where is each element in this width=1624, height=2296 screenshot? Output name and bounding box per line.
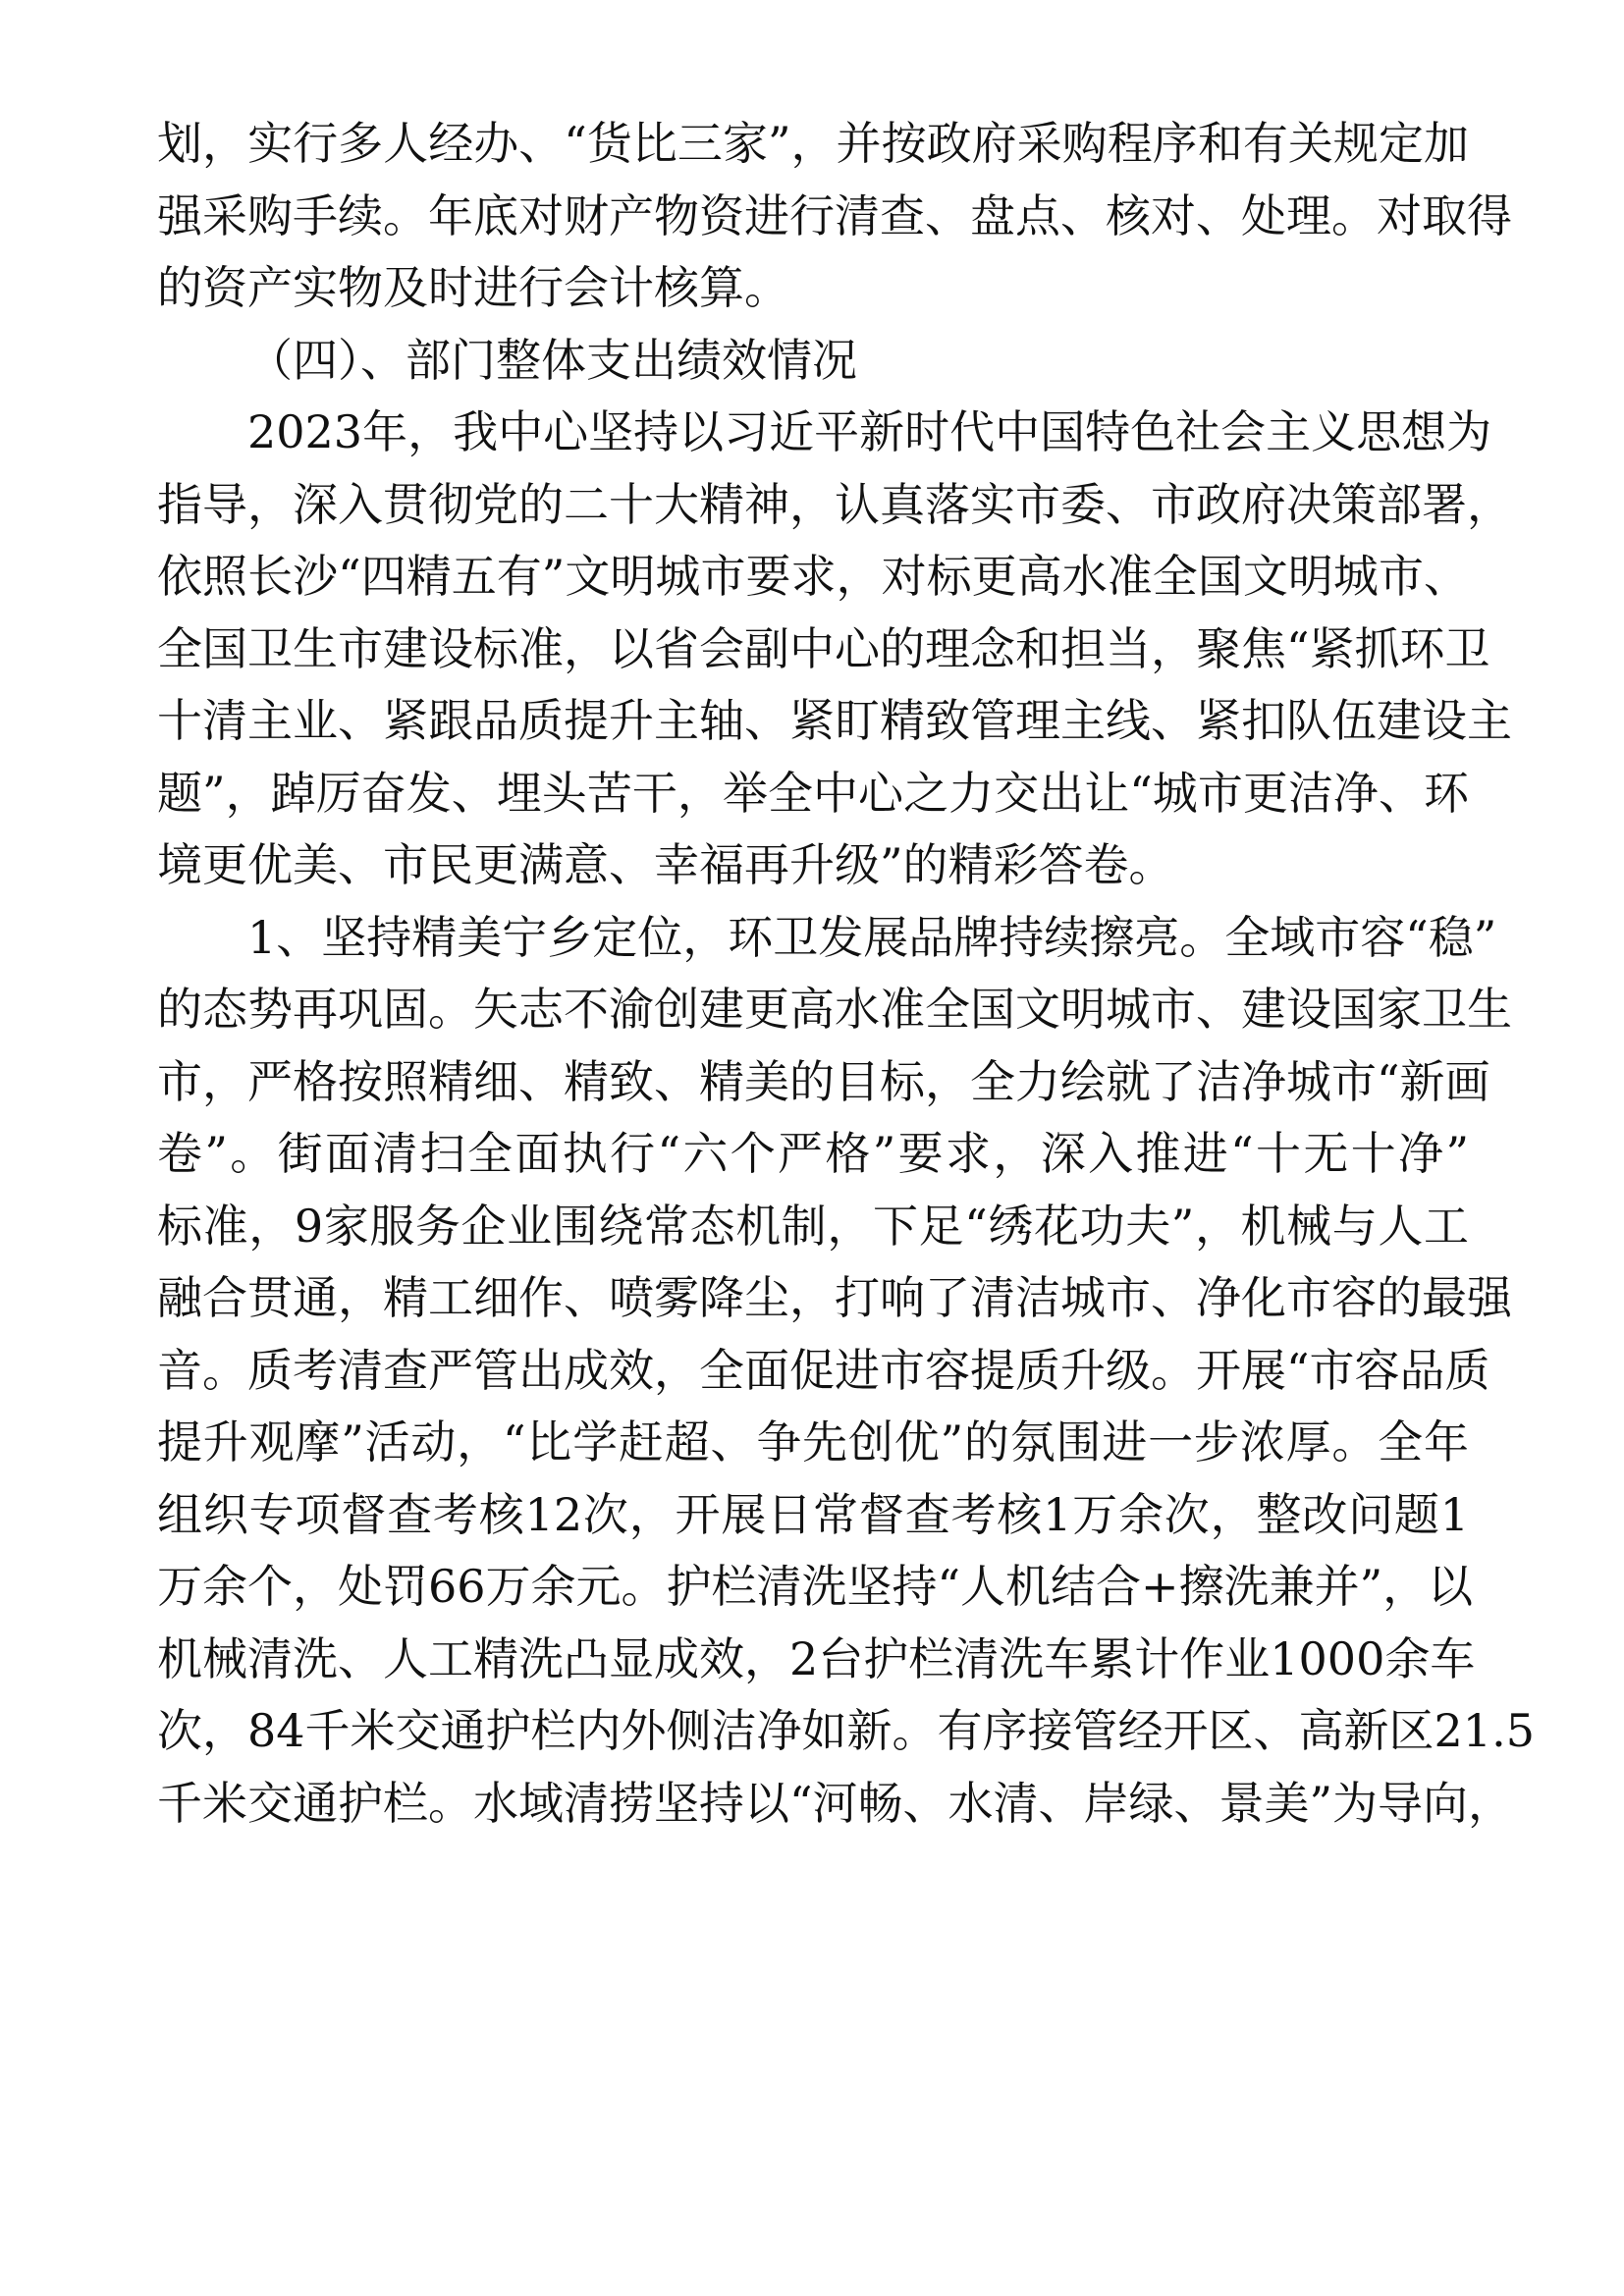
text-line: 题”，踔厉奋发、埋头苦干，举全中心之力交出让“城市更洁净、环 <box>157 766 1469 820</box>
text-line: 标准，9家服务企业围绕常态机制，下足“绣花功夫”，机械与人工 <box>157 1199 1469 1253</box>
text-line: 的资产实物及时进行会计核算。 <box>157 261 789 314</box>
text-line: 卷”。街面清扫全面执行“六个严格”要求，深入推进“十无十净” <box>157 1127 1469 1180</box>
text-line: 的态势再巩固。矢志不渝创建更高水准全国文明城市、建设国家卫生 <box>157 983 1512 1036</box>
text-line: 1、坚持精美宁乡定位，环卫发展品牌持续擦亮。全域市容“稳” <box>247 910 1497 964</box>
text-line: 融合贯通，精工细作、喷雾降尘，打响了清洁城市、净化市容的最强 <box>157 1271 1512 1324</box>
text-line: 指导，深入贯彻党的二十大精神，认真落实市委、市政府决策部署， <box>157 477 1512 531</box>
text-line: 强采购手续。年底对财产物资进行清查、盘点、核对、处理。对取得 <box>157 188 1512 242</box>
text-line: 依照长沙“四精五有”文明城市要求，对标更高水准全国文明城市、 <box>157 550 1469 603</box>
text-line: 组织专项督查考核12次，开展日常督查考核1万余次，整改问题1 <box>157 1487 1469 1541</box>
text-line: 境更优美、市民更满意、幸福再升级”的精彩答卷。 <box>157 838 1174 891</box>
text-line: 万余个，处罚66万余元。护栏清洗坚持“人机结合+擦洗兼并”，以 <box>157 1560 1474 1613</box>
text-line: 提升观摩”活动，“比学赶超、争先创优”的氛围进一步浓厚。全年 <box>157 1415 1469 1468</box>
text-line: 十清主业、紧跟品质提升主轴、紧盯精致管理主线、紧扣队伍建设主 <box>157 694 1512 747</box>
text-line: 2023年，我中心坚持以习近平新时代中国特色社会主义思想为 <box>247 405 1492 458</box>
text-line: 市，严格按照精细、精致、精美的目标，全力绘就了洁净城市“新画 <box>157 1054 1490 1108</box>
text-line: 全国卫生市建设标准，以省会副中心的理念和担当，聚焦“紧抓环卫 <box>157 621 1490 675</box>
text-line: 音。质考清查严管出成效，全面促进市容提质升级。开展“市容品质 <box>157 1343 1490 1397</box>
text-line: 次，84千米交通护栏内外侧洁净如新。有序接管经开区、高新区21.5 <box>157 1704 1535 1757</box>
section-heading: （四）、部门整体支出绩效情况 <box>247 333 857 387</box>
text-line: 划，实行多人经办、“货比三家”，并按政府采购程序和有关规定加 <box>157 117 1469 170</box>
text-line: 机械清洗、人工精洗凸显成效，2台护栏清洗车累计作业1000余车 <box>157 1631 1476 1685</box>
document-body <box>157 108 1535 1840</box>
text-line: 千米交通护栏。水域清捞坚持以“河畅、水清、岸绿、景美”为导向， <box>157 1776 1514 1830</box>
